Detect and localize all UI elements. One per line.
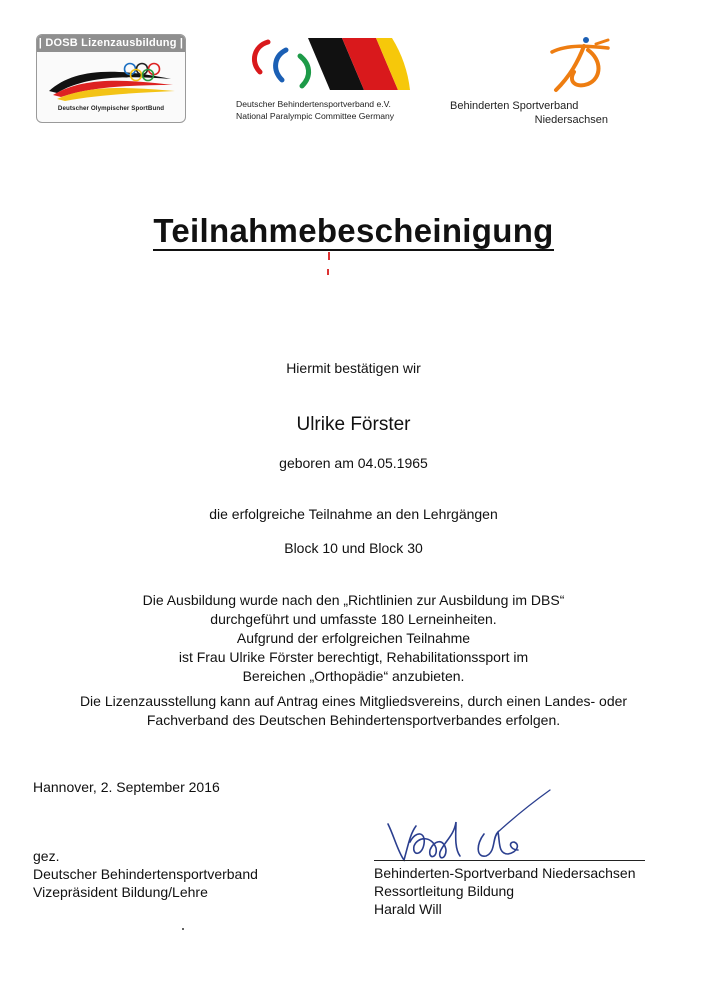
bsn-logo-text: [448, 99, 608, 127]
dbs-logo: [236, 34, 420, 124]
red-tick-mark: [327, 269, 329, 275]
place-date: Hannover, 2. September 2016: [33, 779, 220, 795]
signature-line: Deutscher Behindertensportverband: [33, 866, 258, 882]
bsn-logo: [448, 36, 608, 126]
birth-date: geboren am 04.05.1965: [279, 455, 428, 471]
bsn-logo-line2: Niedersachsen: [534, 114, 608, 126]
signature-line: Behinderten-Sportverband Niedersachsen: [374, 865, 636, 881]
bsn-logo-line1: Behinderten Sportverband: [450, 100, 579, 112]
signature-line: gez.: [33, 848, 60, 864]
participation-text: die erfolgreiche Teilnahme an den Lehrgängen: [209, 506, 498, 522]
speck-mark: [182, 928, 184, 930]
dosb-logo: [36, 34, 186, 123]
dbs-logo-text: [236, 98, 420, 122]
signature-line: Ressortleitung Bildung: [374, 883, 515, 899]
training-paragraph: [0, 591, 707, 686]
red-tick-mark: [328, 252, 330, 260]
paragraph-line: Fachverband des Deutschen Behindertensportverbandes erfolgen.: [146, 712, 561, 728]
dbs-logo-line1: Deutscher Behindertensportverband e.V.: [236, 99, 391, 109]
right-signature-block: [374, 864, 636, 918]
license-paragraph: [0, 692, 707, 730]
paragraph-line: Aufgrund der erfolgreichen Teilnahme: [236, 630, 471, 646]
participant-name: Ulrike Förster: [296, 414, 411, 435]
dosb-logo-band: | DOSB Lizenzausbildung |: [37, 35, 185, 52]
signature-underline: [374, 860, 645, 861]
dosb-logo-caption: Deutscher Olympischer SportBund: [57, 105, 165, 112]
olympic-swoosh-icon: [43, 55, 181, 105]
signature-line: Vizepräsident Bildung/Lehre: [33, 884, 208, 900]
athlete-figure-icon: [548, 36, 610, 96]
paragraph-line: durchgeführt und umfasste 180 Lerneinheiten.: [210, 611, 497, 627]
paragraph-line: Die Lizenzausstellung kann auf Antrag eines Mitgliedsvereins, durch einen Landes- oder: [79, 693, 628, 709]
paralympic-flag-icon: [242, 34, 412, 94]
certificate-title-text: Teilnahmebescheinigung: [153, 212, 554, 249]
handwritten-signature: [380, 786, 560, 866]
dbs-logo-line2: National Paralympic Committee Germany: [236, 111, 395, 121]
left-signature-block: [33, 847, 258, 901]
intro-text: Hiermit bestätigen wir: [286, 360, 421, 376]
paragraph-line: ist Frau Ulrike Förster berechtigt, Rehabilitationssport im: [178, 649, 529, 665]
course-blocks: Block 10 und Block 30: [284, 540, 423, 556]
paragraph-line: Bereichen „Orthopädie“ anzubieten.: [242, 668, 465, 684]
signature-line: Harald Will: [374, 901, 442, 917]
paragraph-line: Die Ausbildung wurde nach den „Richtlinien zur Ausbildung im DBS“: [142, 592, 565, 608]
certificate-title: [0, 212, 707, 250]
